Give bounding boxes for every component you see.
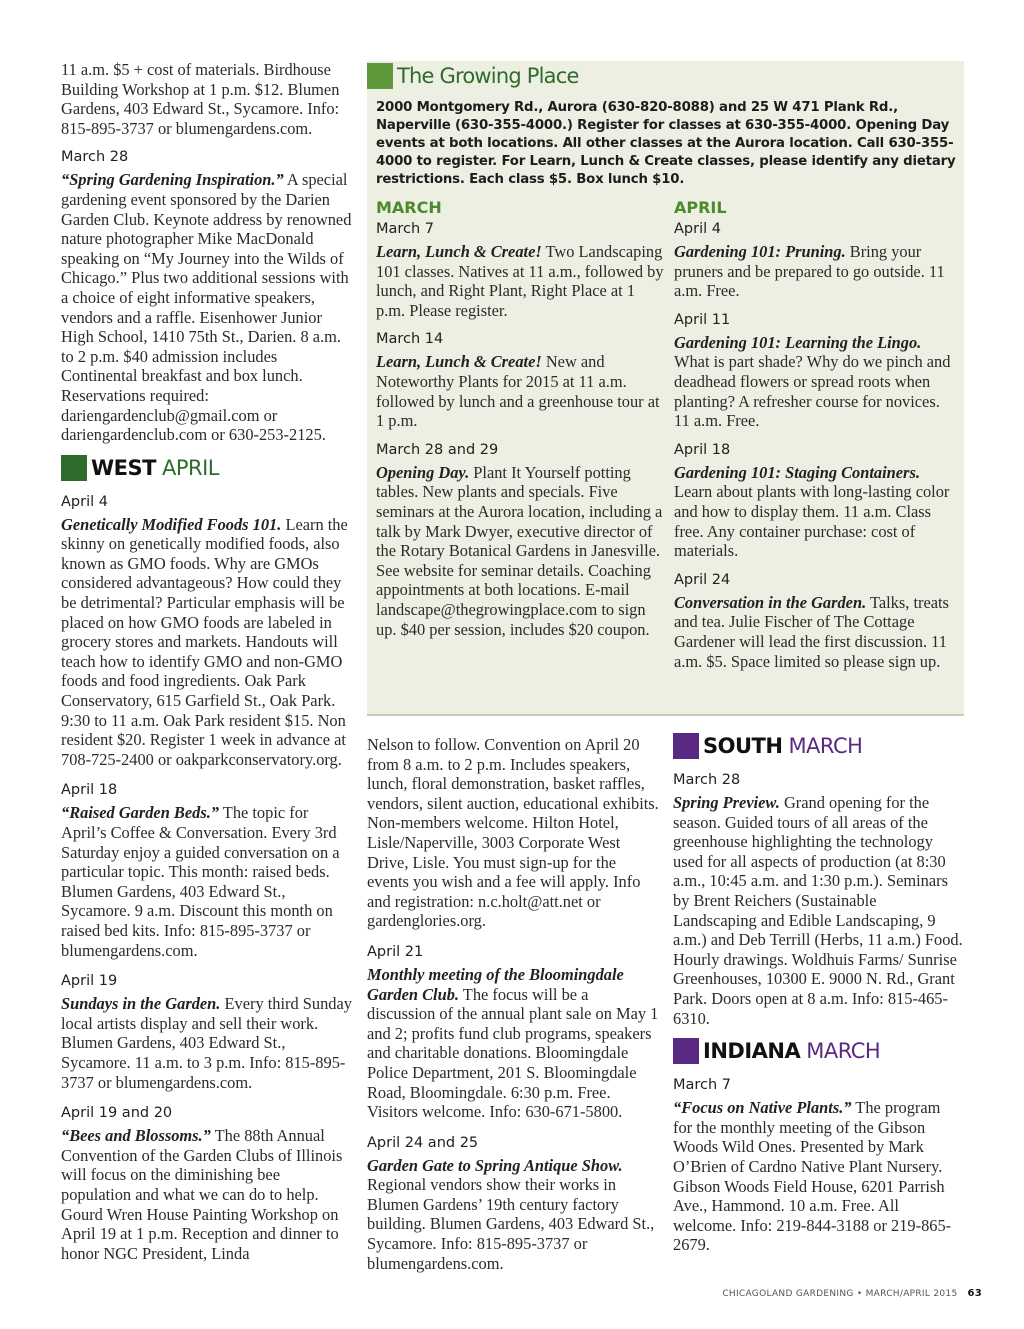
magazine-issue: CHICAGOLAND GARDENING • MARCH/APRIL 2015 [722,1289,958,1299]
month-label: APRIL [161,455,219,480]
event-title: “Bees and Blossoms.” [61,1126,211,1146]
column-left [61,60,353,1263]
section-header-south [673,731,963,761]
event-title: Monthly meeting of the Bloomingdale Garden Club. [367,964,624,1004]
event-description: Two Landscaping 101 classes. Natives at 11 a.m., followed by lunch, and Right Plant, Right Place at 1 p.m. Please register. [376,242,664,320]
event-title: Genetically Modified Foods 101. [61,514,282,534]
column-right [673,725,963,1255]
event-date: April 4 [61,493,108,510]
event-description: Every third Sunday local artists display and sell their work. Blumen Gardens, 403 Edward St., Sycamore. 11 a.m. to 3 p.m. Info: 815-895-3737 or blumengardens.com. [61,994,352,1092]
column-middle [367,735,659,1273]
event-title: “Spring Gardening Inspiration.” [61,170,284,190]
event-description: New and Noteworthy Plants for 2015 at 11 a.m. followed by lunch and a greenhouse tour at 1 p.m. [376,352,660,431]
event-title: Conversation in the Garden. [674,592,867,612]
event-description: Grand opening for the season. Guided tours of all areas of the greenhouse highlighting the technology used for all aspects of production (at 8:30 a.m., 10:45 a.m. and 1:30 p.m.). Seminars by Brent Reichers (Sustainable Landscaping and Edible Landscaping, 9 a.m.) and Deb Terrill (Herbs, 11 a.m.) Food. Hourly drawings. Woldhuis Farms/ Sunrise Greenhouses, 10300 E. 9000 N. Rd., Grant Park. Doors open at 8 a.m. Info: 815-465-6310. [673,793,963,1028]
growing-place-april-column [674,198,956,671]
event-date: March 14 [376,331,444,348]
event-listing [61,170,353,444]
event-listing [673,1098,963,1255]
section-marker-icon [61,455,87,481]
event-description: The 88th Annual Convention of the Garden Clubs of Illinois will focus on the diminishing bee population and what we can do to help. Gourd Wren House Painting Workshop on April 19 at 1 p.m. Reception and dinner to honor NGC President, Linda [61,1126,343,1263]
event-date: April 18 [61,782,118,799]
growing-place-march-column [376,198,664,639]
continued-text: Nelson to follow. Convention on April 20 from 8 a.m. to 2 p.m. Includes speakers, lunch, floral demonstration, basket raffles, vendors, silent auction, educational exhibits. Non-members welcome. Hilton Hotel, Lisle/Naperville, 3003 Corporate West Drive, Lisle. You must sign-up for the events you wish and a fee will apply. Info and registration: n.c.holt@att.net or gardenglories.org. [367,735,659,931]
event-date: April 19 and 20 [61,1105,173,1122]
event-listing [367,1156,659,1274]
event-description: Plant It Yourself potting tables. New plants and specials. Five seminars at the Aurora location, including a talk by Mark Dwyer, executive director of the Rotary Botanical Gardens in Janesville. See website for seminar details. Coaching appointments at both locations. E-mail landscape@thegrowingplace.com to sign up. $40 per session, includes $20 coupon. [376,462,663,639]
event-date: April 24 and 25 [367,1134,479,1151]
section-header-indiana [673,1036,963,1066]
event-description: Learn about plants with long-lasting color and how to display them. 11 a.m. Class free. Any container purchase: cost of materials. [674,482,950,561]
event-title: Spring Preview. [673,793,780,812]
event-date: March 28 [61,149,129,166]
page-footer [722,1288,982,1299]
region-label: WEST [91,455,156,480]
event-listing [376,242,664,320]
continued-text: 11 a.m. $5 + cost of materials. Birdhouse Building Workshop at 1 p.m. $12. Blumen Gardens, 403 Edward St., Sycamore. Info: 815-895-3737 or blumengardens.com. [61,60,340,138]
event-title: Sundays in the Garden. [61,994,221,1014]
event-listing [673,793,963,1028]
event-title: Learn, Lunch & Create! [376,352,542,372]
event-listing [367,965,659,1122]
event-date: April 19 [61,973,118,990]
event-date: April 11 [674,311,731,328]
event-date: April 24 [674,571,731,588]
event-description: What is part shade? Why do we pinch and deadhead flowers or spread roots when planting? A refresher course for novices. 11 a.m. Free. [674,352,951,431]
event-date: April 21 [367,943,424,960]
event-date: March 28 [673,772,741,788]
event-listing [674,593,956,671]
event-listing [61,1126,353,1263]
event-description: The focus will be a discussion of the annual plant sale on May 1 and 2; profits fund club programs, speakers and charitable donations. Bloomingdale Police Department, 201 S. Bloomingdale Road, Bloomingdale. 6:30 p.m. Free. Visitors welcome. Info: 630-671-5800. [367,984,659,1122]
event-date: April 4 [674,221,721,237]
event-title: Gardening 101: Learning the Lingo. [674,332,922,352]
event-description: The topic for April’s Coffee & Conversation. Every 3rd Saturday enjoy a guided conversation on a particular topic. This month: raised beds. Blumen Gardens, 403 Edward St., Sycamore. 9 a.m. Discount this month on raised bed kits. Info: 815-895-3737 or blumengardens.com. [61,803,340,960]
section-marker-icon [367,63,393,89]
event-date: April 18 [674,441,731,458]
event-listing [376,463,664,639]
event-description: A special gardening event sponsored by the Darien Garden Club. Keynote address by renowned nature photographer Mike MacDonald speaking on “My Journey into the Wilds of Chicago.” Plus two additional sessions with a choice of eight informative speakers, vendors and a raffle. Eisenhower Junior High School, 1410 75th St., Darien. 8 a.m. to 2 p.m. $40 admission includes Continental breakfast and box lunch. Reservations required: dariengardenclub@gmail.com or dariengardenclub.com or 630-253-2125. [61,170,352,445]
growing-place-header [367,63,579,89]
event-title: Opening Day. [376,462,470,482]
event-title: Garden Gate to Spring Antique Show. [367,1155,623,1175]
section-marker-icon [673,1038,699,1064]
region-label: INDIANA [703,1039,801,1064]
page-number: 63 [967,1288,982,1299]
growing-place-box [367,61,964,716]
event-description: Bring your pruners and be prepared to go outside. 11 a.m. Free. [674,242,945,301]
growing-place-title: The Growing Place [397,64,579,88]
event-listing [61,994,353,1092]
growing-place-info: 2000 Montgomery Rd., Aurora (630-820-8088) and 25 W 471 Plank Rd., Naperville (630-355-4000.) Register for classes at 630-355-4000. Opening Day events at both locations. All other classes at the Aurora location. Call 630-355-4000 to register. For Learn, Lunch & Create classes, please identify any dietary restrictions. Each class $5. Box lunch $10. [376,100,956,187]
event-title: Gardening 101: Staging Containers. [674,462,920,482]
event-description: Regional vendors show their works in Blumen Gardens’ 19th century factory building. Blumen Gardens, 403 Edward St., Sycamore. Info: 815-895-3737 or blumengardens.com. [367,1175,655,1273]
event-title: “Raised Garden Beds.” [61,803,219,823]
event-listing [674,333,956,431]
event-listing [61,803,353,960]
event-description: Talks, treats and tea. Julie Fischer of The Cottage Gardener will lead the first discussion. 11 a.m. $5. Space limited so please sign up. [674,592,949,671]
event-title: Learn, Lunch & Create! [376,242,542,261]
event-title: Gardening 101: Pruning. [674,242,846,261]
event-date: March 7 [376,221,435,237]
section-marker-icon [673,733,699,759]
event-listing [61,515,353,770]
event-listing [376,352,664,430]
event-date: March 28 and 29 [376,441,499,458]
event-listing [674,242,956,301]
event-description: Learn the skinny on genetically modified foods, also known as GMO foods. Why are GMOs considered advantageous? How could they be detrimental? Particular emphasis will be placed on how GMO foods are labeled in grocery stores and markets. Handouts will teach how to identify GMO and non-GMO foods and food ingredients. Oak Park Conservatory, 615 Garfield St., Oak Park. 9:30 to 11 a.m. Oak Park resident $15. Non resident $20. Register 1 week in advance at 708-725-2400 or oakparkconservatory.org. [61,514,348,769]
month-label: MARCH [806,1039,881,1064]
section-header-west [61,453,353,483]
event-title: “Focus on Native Plants.” [673,1098,852,1118]
month-heading: MARCH [376,198,442,217]
region-label: SOUTH [703,734,783,758]
month-label: MARCH [788,734,863,758]
event-description: The program for the monthly meeting of the Gibson Woods Wild Ones. Presented by Mark O’Brien of Cardno Native Plant Nursery. Gibson Woods Field House, 6201 Parrish Ave., Hammond. 10 a.m. Free. All welcome. Info: 219-844-3188 or 219-865-2679. [673,1098,952,1255]
month-heading: APRIL [674,198,727,217]
event-date: March 7 [673,1077,732,1094]
event-listing [674,463,956,561]
